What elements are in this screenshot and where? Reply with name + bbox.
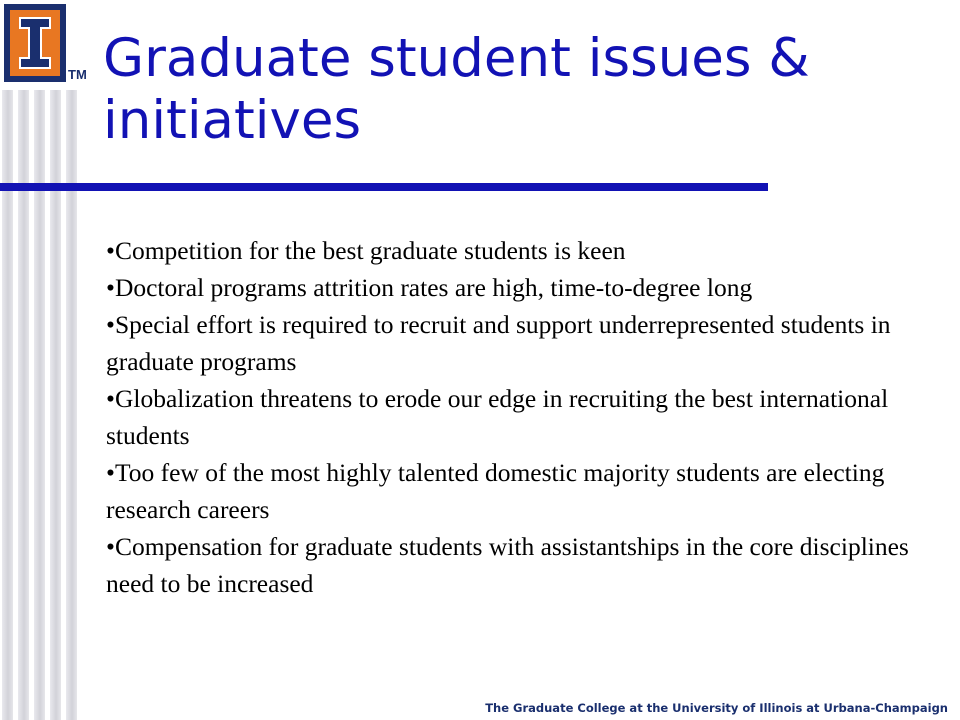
slide-title: Graduate student issues & initiatives: [103, 28, 810, 151]
bullet-item: • Compensation for graduate students with assistantships in the core disciplines need to be increased: [106, 528, 946, 602]
footer-text: The Graduate College at the University of Illinois at Urbana-Champaign: [485, 701, 948, 715]
bullet-list: [106, 232, 946, 602]
bullet-item: • Special effort is required to recruit and support underrepresented students in graduate programs: [106, 306, 946, 380]
bullet-item: • Globalization threatens to erode our edge in recruiting the best international students: [106, 380, 946, 454]
bullet-item: • Competition for the best graduate students is keen: [106, 232, 946, 269]
trademark-mark: TM: [68, 67, 87, 82]
bullet-item: • Doctoral programs attrition rates are high, time-to-degree long: [106, 269, 946, 306]
title-underline: [0, 183, 768, 191]
bullet-item: • Too few of the most highly talented domestic majority students are electing research careers: [106, 454, 946, 528]
university-logo: [4, 4, 66, 82]
block-i-icon: [10, 10, 60, 76]
